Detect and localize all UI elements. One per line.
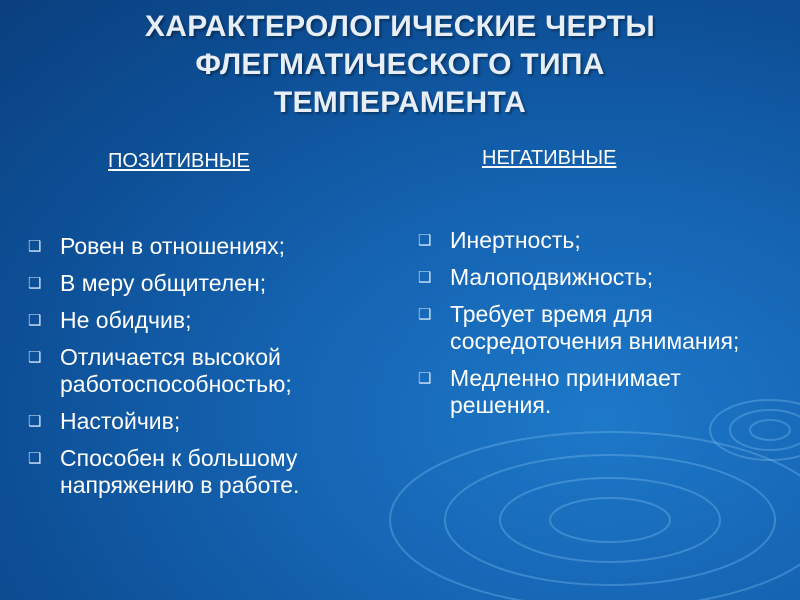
list-item-text: Ровен в отношениях; bbox=[60, 233, 286, 259]
negative-heading: НЕГАТИВНЫЕ bbox=[482, 147, 617, 169]
list-item bbox=[416, 264, 746, 291]
bullet-icon: ❑ bbox=[28, 275, 42, 292]
list-item-text: Требует время для сосредоточения внимания; bbox=[450, 301, 740, 354]
list-item-text: В меру общителен; bbox=[60, 270, 267, 296]
list-item-text: Малоподвижность; bbox=[450, 264, 654, 290]
list-item-text: Не обидчив; bbox=[60, 307, 192, 333]
title-line-1: ХАРАКТЕРОЛОГИЧЕСКИЕ ЧЕРТЫ bbox=[144, 10, 656, 43]
bullet-icon: ❑ bbox=[28, 413, 42, 430]
list-item bbox=[26, 233, 396, 260]
title-line-2: ФЛЕГМАТИЧЕСКОГО ТИПА bbox=[195, 48, 605, 81]
list-item bbox=[416, 301, 746, 355]
list-item bbox=[416, 365, 746, 419]
bullet-icon: ❑ bbox=[418, 306, 432, 323]
list-item bbox=[26, 270, 396, 297]
bullet-icon: ❑ bbox=[418, 370, 432, 387]
list-item-text: Настойчив; bbox=[60, 408, 181, 434]
list-item bbox=[416, 227, 746, 254]
list-item bbox=[26, 445, 396, 499]
bullet-icon: ❑ bbox=[28, 450, 42, 467]
positive-heading: ПОЗИТИВНЫЕ bbox=[108, 150, 250, 172]
bullet-icon: ❑ bbox=[28, 312, 42, 329]
slide-title bbox=[0, 8, 800, 122]
list-item bbox=[26, 307, 396, 334]
list-item bbox=[26, 344, 396, 398]
title-line-3: ТЕМПЕРАМЕНТА bbox=[273, 86, 527, 119]
negative-list bbox=[416, 227, 746, 429]
bullet-icon: ❑ bbox=[28, 238, 42, 255]
positive-list bbox=[26, 233, 396, 509]
bullet-icon: ❑ bbox=[418, 232, 432, 249]
list-item bbox=[26, 408, 396, 435]
bullet-icon: ❑ bbox=[28, 349, 42, 366]
list-item-text: Медленно принимает решения. bbox=[450, 365, 681, 418]
list-item-text: Способен к большому напряжению в работе. bbox=[60, 445, 300, 498]
list-item-text: Инертность; bbox=[450, 227, 581, 253]
list-item-text: Отличается высокой работоспособностью; bbox=[60, 344, 292, 397]
bullet-icon: ❑ bbox=[418, 269, 432, 286]
